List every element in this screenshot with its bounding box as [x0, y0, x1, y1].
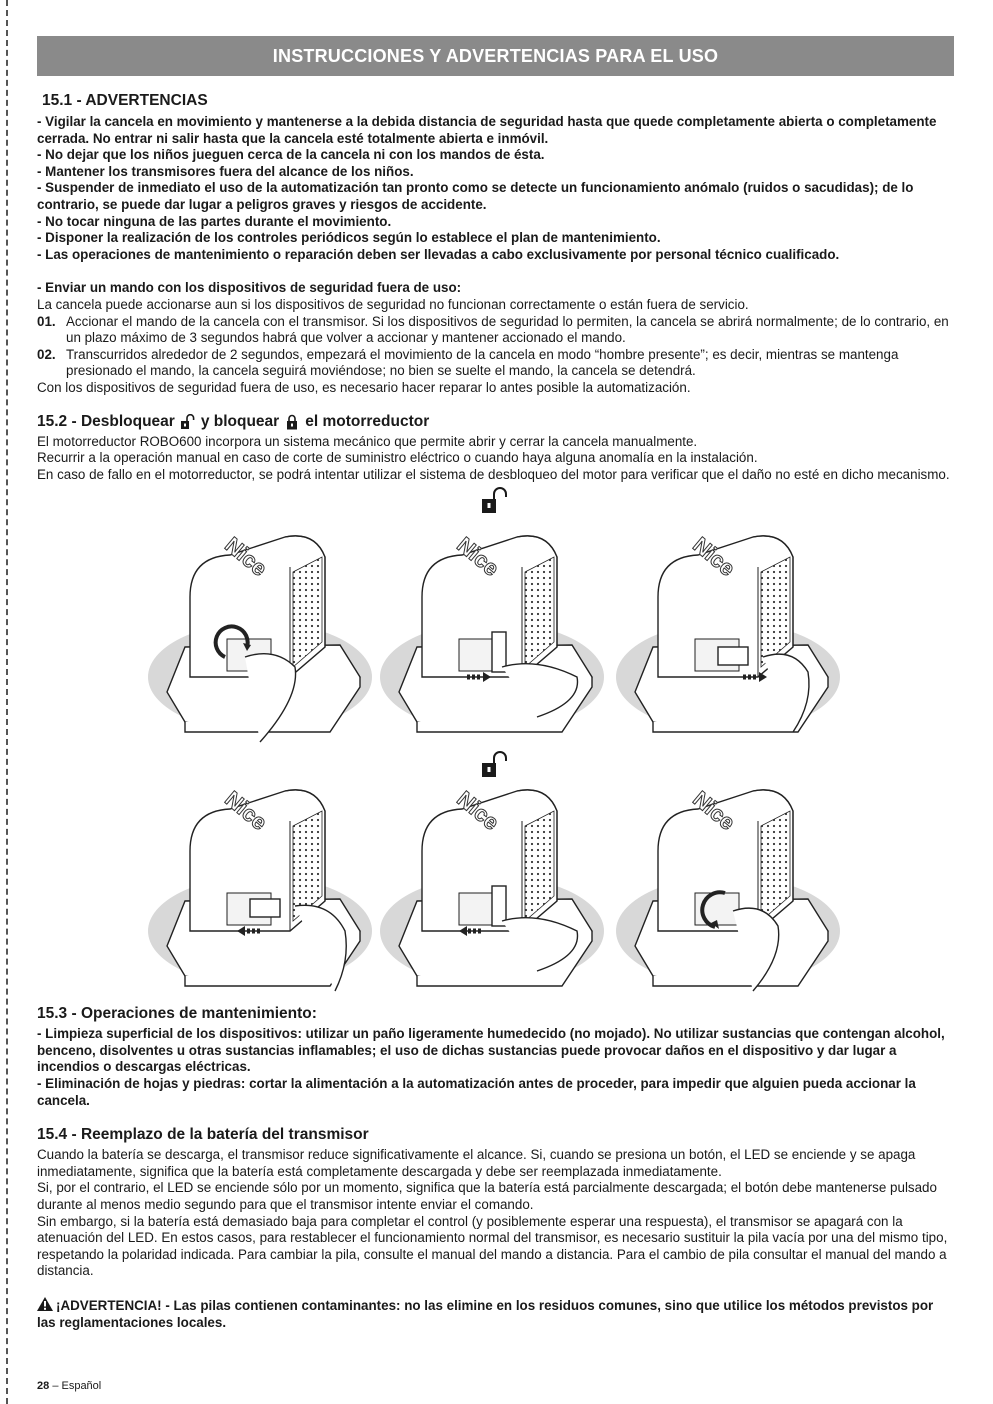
svg-text:Nice: Nice — [688, 532, 740, 582]
figure-step-3 — [616, 532, 840, 732]
safety-off-block — [37, 280, 954, 396]
title-part: 15.2 - Desbloquear — [37, 412, 175, 430]
svg-text:Nice: Nice — [452, 532, 504, 582]
svg-text:Nice: Nice — [220, 532, 272, 582]
unlock-icon — [482, 752, 506, 777]
safety-off-title: - Enviar un mando con los dispositivos de seguridad fuera de uso: — [37, 280, 462, 296]
page-footer — [37, 1380, 101, 1392]
warning-bullet: - Disponer la realización de los controles periódicos según lo establece el plan de mantenimiento. — [37, 230, 661, 246]
figure-step-2 — [380, 532, 604, 732]
figure-step-1 — [148, 532, 372, 742]
unlock-illustrations — [37, 485, 954, 1005]
step-number: 02. — [37, 346, 56, 362]
section-15-1-header — [37, 92, 954, 110]
footer-language: – Español — [52, 1380, 102, 1392]
paragraph: Recurrir a la operación manual en caso de corte de suministro eléctrico o cuando haya alguna anomalía en la instalación. — [37, 450, 758, 466]
section-15-2-title — [37, 413, 954, 431]
warning-bullet: - Vigilar la cancela en movimiento y mantenerse a la debida distancia de seguridad hasta que quede completamente abierta o completamente cerrada. No entrar ni salir hasta que la cancela esté totalmente abierta e inmóvil. — [37, 114, 937, 146]
title-part: y bloquear — [200, 412, 280, 430]
svg-text:Nice: Nice — [452, 786, 504, 836]
page-banner: INSTRUCCIONES Y ADVERTENCIAS PARA EL USO — [37, 36, 954, 76]
paragraph: Sin embargo, si la batería está demasiado baja para completar el control (y posiblemente esperar una respuesta), el transmisor se apagará con la atenuación del LED. En estos casos, para restablecer el funcionamiento normal del transmisor, es necesario sustituir la pila vacía por una del mismo tipo, respetando la polaridad indicada. Para cambiar la pila, consulte el manual del mando a distancia. Para el cambio de pila consultar el manual del mando a distancia. — [37, 1213, 948, 1279]
unlock-icon — [482, 488, 506, 513]
figure-step-4 — [148, 786, 372, 991]
unlock-icon — [181, 414, 195, 430]
warning-triangle-icon — [37, 1297, 53, 1311]
figure-step-6 — [616, 786, 840, 991]
page-number: 28 — [37, 1380, 50, 1392]
paragraph: El motorreductor ROBO600 incorpora un sistema mecánico que permite abrir y cerrar la cancela manualmente. — [37, 433, 698, 449]
paragraph: En caso de fallo en el motorreductor, se podrá intentar utilizar el sistema de desbloqueo del motor para verificar que el daño no esté en dicho mecanismo. — [37, 466, 950, 482]
section-15-2 — [37, 413, 954, 1006]
warning-bullet: - No dejar que los niños jueguen cerca de la cancela ni con los mandos de ésta. — [37, 147, 545, 163]
lock-icon — [285, 414, 299, 430]
step-item — [37, 347, 954, 380]
section-15-4-title: 15.4 - Reemplazo de la batería del transmisor — [37, 1126, 369, 1144]
maintenance-bullet: - Eliminación de hojas y piedras: cortar la alimentación a la automatización antes de proceder, para impedir que alguien pueda accionar la cancela. — [37, 1076, 916, 1108]
warning-bullet: - Suspender de inmediato el uso de la automatización tan pronto como se detecte un funcionamiento anómalo (ruidos o sacudidas); de lo contrario, se puede dar lugar a peligros graves y riesgos de accidente. — [37, 180, 914, 212]
warning-bullet: - No tocar ninguna de las partes durante el movimiento. — [37, 213, 392, 229]
page-content — [37, 36, 954, 1331]
paragraph: Cuando la batería se descarga, el transmisor reduce significativamente el alcance. Si, cuando se presiona un botón, el LED se enciende y se apaga inmediatamente, significa que la batería está completamente descargada y debe ser reemplazada inmediatamente. — [37, 1147, 916, 1179]
warning-bullet: - Las operaciones de mantenimiento o reparación deben ser llevadas a cabo exclusivamente por personal técnico cualificado. — [37, 246, 840, 262]
warning-bullet: - Mantener los transmisores fuera del alcance de los niños. — [37, 163, 414, 179]
section-15-3 — [37, 1005, 954, 1109]
step-text: Accionar el mando de la cancela con el transmisor. Si los dispositivos de seguridad lo permiten, la cancela se abrirá normalmente; de lo contrario, en un plazo máximo de 3 segundos habrá que volver a accionar y mantener accionado el mando. — [66, 313, 949, 346]
maintenance-bullet: - Limpieza superficial de los dispositivos: utilizar un paño ligeramente humedecido (no mojado). No utilizar sustancias que contengan alcohol, benceno, disolventes u otras sustancias inflamables; el uso de dichas sustancias puede provocar daños en el dispositivo y dar lugar a incendios o descargas eléctricas. — [37, 1026, 945, 1075]
section-15-4 — [37, 1126, 954, 1280]
safety-off-outro: Con los dispositivos de seguridad fuera de uso, es necesario hacer reparar lo antes posible la automatización. — [37, 379, 691, 395]
section-15-1-bullets — [37, 114, 954, 263]
section-15-3-title: 15.3 - Operaciones de mantenimiento: — [37, 1005, 317, 1023]
step-item — [37, 314, 954, 347]
cut-line — [6, 0, 8, 1404]
battery-warning — [37, 1297, 954, 1331]
title-part: el motorreductor — [305, 412, 430, 430]
paragraph: Si, por el contrario, el LED se enciende sólo por un momento, significa que la batería está parcialmente descargada; el botón debe mantenerse pulsado durante al menos medio segundo para que el transmisor intente enviar el comando. — [37, 1180, 937, 1213]
warning-text: ¡ADVERTENCIA! - Las pilas contienen contaminantes: no las elimine en los residuos comunes, sino que utilice los métodos previstos por las reglamentaciones locales. — [37, 1298, 934, 1330]
section-15-1-title: 15.1 - ADVERTENCIAS — [42, 92, 208, 109]
safety-off-intro: La cancela puede accionarse aun si los dispositivos de seguridad no funcionan correctamente o están fuera de servicio. — [37, 296, 749, 312]
step-number: 01. — [37, 313, 56, 329]
svg-text:Nice: Nice — [220, 786, 272, 836]
svg-text:Nice: Nice — [688, 786, 740, 836]
step-text: Transcurridos alrededor de 2 segundos, empezará el movimiento de la cancela en modo “hombre presente”; es decir, mientras se mantenga presionado el mando, la cancela seguirá moviéndose; no bien se suelte el mando, la cancela se detendrá. — [66, 346, 899, 379]
figure-step-5 — [380, 786, 604, 986]
